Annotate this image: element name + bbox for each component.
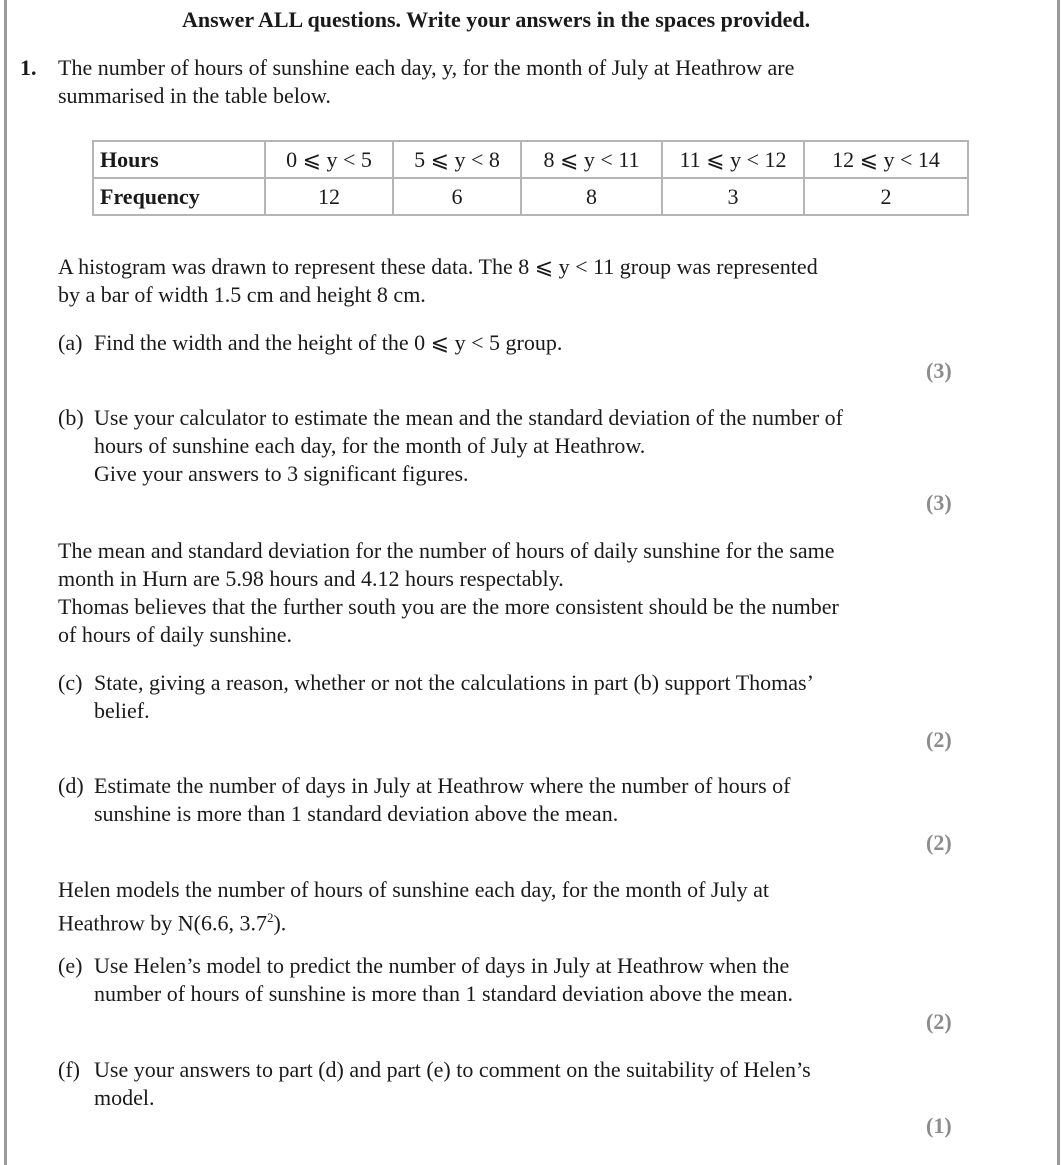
instruction-heading: Answer ALL questions. Write your answers in the spaces provided. bbox=[182, 7, 811, 32]
part-f-text: model. bbox=[94, 1085, 155, 1110]
page-border-left bbox=[4, 0, 7, 1165]
helen-model-line bbox=[58, 904, 286, 937]
interval-cell: 8 ⩽ y < 11 bbox=[521, 141, 662, 178]
part-d-marks: (2) bbox=[926, 830, 952, 855]
helen-text-line: Helen models the number of hours of sunshine each day, for the month of July at bbox=[58, 877, 769, 902]
row-label-hours: Hours bbox=[93, 141, 265, 178]
part-b-label: (b) bbox=[58, 405, 84, 430]
page-border-right bbox=[1057, 0, 1060, 1165]
helen-model-text: Heathrow by N(6.6, 3.7 bbox=[58, 910, 267, 936]
interval-cell: 0 ⩽ y < 5 bbox=[265, 141, 393, 178]
question-number: 1. bbox=[20, 55, 37, 80]
part-a-label: (a) bbox=[58, 330, 83, 355]
part-c-marks: (2) bbox=[926, 727, 952, 752]
part-e-label: (e) bbox=[58, 953, 83, 978]
part-c-text: State, giving a reason, whether or not the calculations in part (b) support Thomas’ bbox=[94, 670, 814, 695]
hurn-text-line: The mean and standard deviation for the number of hours of daily sunshine for the same bbox=[58, 538, 835, 563]
part-f-text: Use your answers to part (d) and part (e) to comment on the suitability of Helen’s bbox=[94, 1057, 811, 1082]
part-d-text: sunshine is more than 1 standard deviation above the mean. bbox=[94, 801, 619, 826]
helen-model-superscript: 2 bbox=[266, 910, 274, 925]
interval-cell: 11 ⩽ y < 12 bbox=[662, 141, 804, 178]
part-e-text: number of hours of sunshine is more than 1 standard deviation above the mean. bbox=[94, 981, 793, 1006]
hurn-text-line: month in Hurn are 5.98 hours and 4.12 hours respectably. bbox=[58, 566, 564, 591]
helen-model-close: ). bbox=[273, 910, 287, 936]
table-row-frequency bbox=[93, 178, 968, 215]
frequency-table bbox=[92, 140, 969, 216]
frequency-cell: 2 bbox=[804, 178, 968, 215]
frequency-cell: 12 bbox=[265, 178, 393, 215]
part-b-text: Give your answers to 3 significant figures. bbox=[94, 461, 469, 486]
part-f-label: (f) bbox=[58, 1057, 80, 1082]
part-e-text: Use Helen’s model to predict the number of days in July at Heathrow when the bbox=[94, 953, 790, 978]
part-f-marks: (1) bbox=[926, 1113, 952, 1138]
part-a-marks: (3) bbox=[926, 358, 952, 383]
frequency-cell: 8 bbox=[521, 178, 662, 215]
row-label-frequency: Frequency bbox=[93, 178, 265, 215]
hurn-text-line: of hours of daily sunshine. bbox=[58, 622, 293, 647]
part-c-label: (c) bbox=[58, 670, 83, 695]
hurn-text-line: Thomas believes that the further south you are the more consistent should be the number bbox=[58, 594, 839, 619]
histogram-text-line: A histogram was drawn to represent these data. The 8 ⩽ y < 11 group was represented bbox=[58, 254, 818, 279]
part-b-marks: (3) bbox=[926, 490, 952, 515]
frequency-cell: 3 bbox=[662, 178, 804, 215]
part-a-text: Find the width and the height of the 0 ⩽ y < 5 group. bbox=[94, 330, 563, 355]
part-d-label: (d) bbox=[58, 773, 84, 798]
part-c-text: belief. bbox=[94, 698, 150, 723]
interval-cell: 12 ⩽ y < 14 bbox=[804, 141, 968, 178]
part-b-text: hours of sunshine each day, for the month of July at Heathrow. bbox=[94, 433, 646, 458]
histogram-text-line: by a bar of width 1.5 cm and height 8 cm. bbox=[58, 282, 426, 307]
question-intro-line: The number of hours of sunshine each day, y, for the month of July at Heathrow are bbox=[58, 55, 795, 80]
part-d-text: Estimate the number of days in July at Heathrow where the number of hours of bbox=[94, 773, 791, 798]
frequency-cell: 6 bbox=[393, 178, 521, 215]
part-e-marks: (2) bbox=[926, 1009, 952, 1034]
interval-cell: 5 ⩽ y < 8 bbox=[393, 141, 521, 178]
table-row-hours bbox=[93, 141, 968, 178]
question-intro-line: summarised in the table below. bbox=[58, 83, 331, 108]
part-b-text: Use your calculator to estimate the mean and the standard deviation of the number of bbox=[94, 405, 843, 430]
